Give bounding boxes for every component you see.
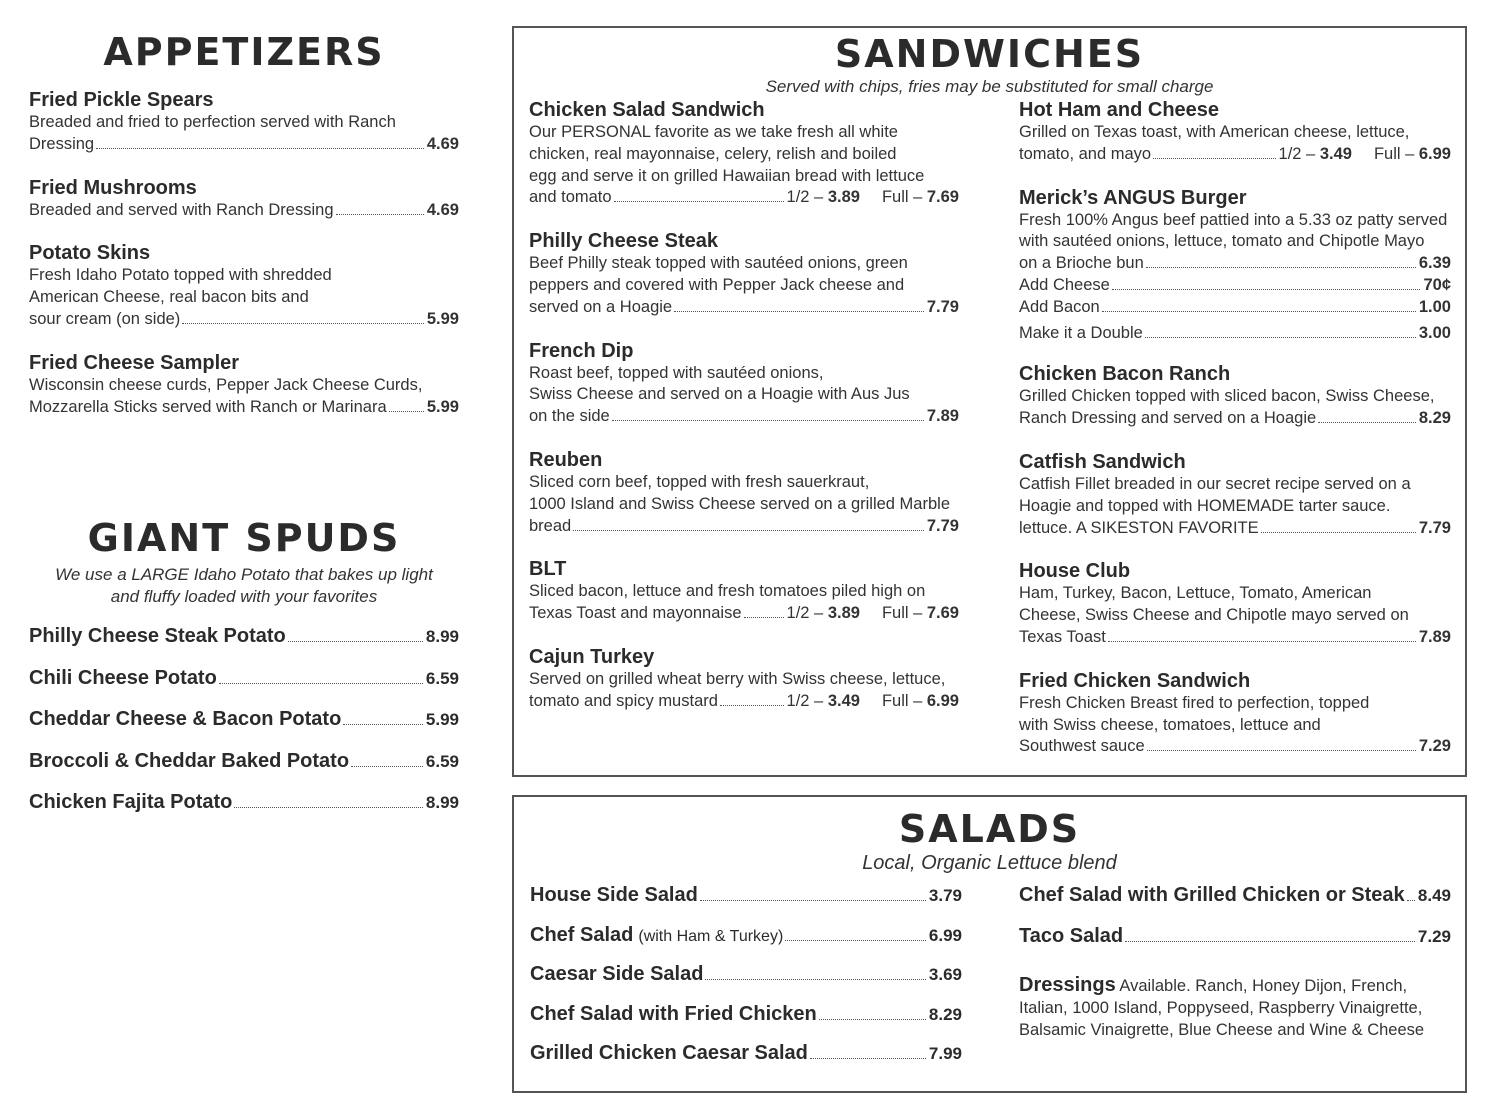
menu-item [29, 624, 459, 666]
menu-item [29, 790, 459, 832]
salads-right-column [1019, 883, 1451, 1041]
item-price: 7.79 [926, 516, 959, 535]
item-price: 6.59 [425, 751, 459, 771]
item-description: peppers and covered with Pepper Jack cheese and [529, 275, 905, 294]
item-description: egg and serve it on grilled Hawaiian bread with lettuce [529, 166, 925, 185]
menu-item [1019, 450, 1451, 539]
item-description: Mozzarella Sticks served with Ranch or Marinara [29, 397, 387, 416]
item-name: Catfish Sandwich [1019, 450, 1186, 473]
item-price: 5.99 [426, 397, 459, 416]
half-price: 1/2 – 3.49 [786, 691, 860, 710]
item-description: Breaded and served with Ranch Dressing [29, 200, 334, 219]
item-price: 6.39 [1418, 254, 1451, 273]
item-note: (with Ham & Turkey) [638, 927, 784, 945]
menu-item [529, 339, 959, 428]
item-price: 8.49 [1417, 886, 1451, 905]
item-name: Chili Cheese Potato [29, 666, 217, 689]
item-name: Chef Salad with Fried Chicken [530, 1002, 817, 1025]
menu-item [1019, 362, 1451, 430]
menu-item [530, 1041, 962, 1081]
item-name: Reuben [529, 448, 603, 471]
addon-line [1019, 323, 1451, 345]
item-description: tomato and spicy mustard [529, 691, 718, 710]
item-description: lettuce. A SIKESTON FAVORITE [1019, 518, 1259, 537]
item-name: Potato Skins [29, 242, 151, 265]
item-description: Sliced corn beef, topped with fresh sauerkraut, [529, 472, 870, 491]
item-price: 4.69 [426, 134, 459, 153]
item-price: 7.29 [1417, 927, 1451, 946]
item-description: Ham, Turkey, Bacon, Lettuce, Tomato, American [1019, 584, 1372, 603]
item-description: 1000 Island and Swiss Cheese served on a grilled Marble [529, 494, 950, 513]
item-price: 7.79 [926, 297, 959, 316]
item-price: 8.29 [928, 1004, 962, 1024]
item-name: Hot Ham and Cheese [1019, 99, 1220, 121]
menu-item [529, 557, 959, 625]
item-description: sour cream (on side) [29, 309, 181, 328]
item-price-line [1019, 518, 1451, 540]
salads-title: SALADS [898, 807, 1081, 851]
item-description: American Cheese, real bacon bits and [29, 288, 309, 307]
addon-label: Make it a Double [1019, 323, 1143, 342]
item-price-line [529, 691, 959, 713]
menu-item [1019, 559, 1451, 648]
full-price: Full – 7.69 [881, 604, 959, 623]
item-price: 7.89 [1418, 627, 1451, 646]
item-name: Merick’s ANGUS Burger [1019, 186, 1247, 209]
menu-item [529, 229, 959, 318]
item-price: 7.99 [928, 1044, 962, 1063]
menu-item [29, 707, 459, 749]
item-name: Chicken Salad Sandwich [529, 99, 765, 121]
menu-item [529, 98, 959, 209]
item-description: Cheese, Swiss Cheese and Chipotle mayo served on [1019, 606, 1409, 625]
menu-item [29, 88, 459, 156]
item-description: with sautéed onions, lettuce, tomato and Chipotle Mayo [1019, 232, 1425, 251]
salads-box [512, 795, 1467, 1093]
menu-item [1019, 98, 1451, 166]
item-price-line [29, 397, 459, 419]
menu-item [530, 1002, 962, 1042]
item-price-line [1019, 736, 1451, 758]
menu-item [1019, 669, 1451, 758]
item-name: Fried Pickle Spears [29, 89, 214, 111]
item-name: Chef Salad [530, 923, 634, 946]
addon-price: 70¢ [1423, 275, 1451, 294]
item-price-line [529, 297, 959, 319]
menu-item [530, 923, 962, 963]
item-description: Texas Toast [1019, 627, 1106, 646]
item-description: bread [529, 516, 572, 535]
item-name: House Side Salad [530, 884, 698, 906]
item-price: 8.99 [425, 627, 459, 646]
item-price-line [1019, 253, 1451, 275]
item-price-line [29, 309, 459, 331]
salads-subtitle: Local, Organic Lettuce blend [862, 852, 1117, 874]
sandwiches-left-column [529, 98, 959, 713]
item-description: Fresh Idaho Potato topped with shredded [29, 266, 332, 285]
addon-label: Add Bacon [1019, 297, 1100, 316]
item-name: Philly Cheese Steak Potato [29, 625, 286, 647]
addon-line [1019, 297, 1451, 319]
item-price: 8.99 [425, 793, 459, 812]
item-description: Grilled Chicken topped with sliced bacon, Swiss Cheese, [1019, 387, 1435, 406]
item-name: Chef Salad with Grilled Chicken or Steak [1019, 884, 1405, 906]
menu-item [29, 176, 459, 222]
item-description: served on a Hoagie [529, 297, 673, 316]
menu-item [29, 749, 459, 791]
item-price: 5.99 [426, 309, 459, 328]
item-price: 6.59 [425, 668, 459, 688]
item-price: 3.69 [928, 965, 962, 984]
item-name: Cheddar Cheese & Bacon Potato [29, 708, 342, 730]
item-price-line [529, 516, 959, 538]
giant-spuds-subtitle: We use a LARGE Idaho Potato that bakes up light and fluffy loaded with your favorites [55, 565, 433, 606]
dressings-info [1019, 973, 1451, 1041]
item-name: Chicken Fajita Potato [29, 791, 233, 813]
item-description: on a Brioche bun [1019, 254, 1144, 273]
item-description: on the side [529, 407, 610, 426]
item-description: tomato, and mayo [1019, 144, 1152, 163]
item-name: Taco Salad [1019, 925, 1124, 947]
menu-item [1019, 924, 1451, 965]
item-price-line [29, 200, 459, 222]
item-price-line [529, 406, 959, 428]
item-price-line [529, 187, 959, 209]
item-name: French Dip [529, 339, 634, 362]
item-description: Grilled on Texas toast, with American cheese, lettuce, [1019, 123, 1410, 141]
item-description: Texas Toast and mayonnaise [529, 604, 742, 623]
salads-left-column [530, 883, 962, 1081]
appetizers-title: APPETIZERS [103, 30, 385, 74]
menu-item [529, 645, 959, 713]
item-description: Our PERSONAL favorite as we take fresh all white [529, 123, 898, 141]
item-description: Sliced bacon, lettuce and fresh tomatoes piled high on [529, 582, 926, 601]
item-name: Caesar Side Salad [530, 963, 704, 985]
addon-price: 1.00 [1418, 297, 1451, 316]
half-price: 1/2 – 3.89 [786, 188, 860, 207]
item-price: 5.99 [425, 710, 459, 729]
full-price: Full – 6.99 [881, 691, 959, 710]
item-name: Chicken Bacon Ranch [1019, 363, 1231, 386]
addon-line [1019, 275, 1451, 297]
item-name: Fried Mushrooms [29, 176, 197, 199]
item-name: BLT [529, 558, 567, 581]
item-name: Broccoli & Cheddar Baked Potato [29, 749, 350, 772]
sandwiches-title: SANDWICHES [834, 32, 1145, 76]
item-name: Fried Cheese Sampler [29, 351, 240, 374]
half-price: 1/2 – 3.89 [786, 604, 860, 623]
item-price-line [1019, 144, 1451, 166]
giant-spuds-section [29, 516, 459, 832]
item-description: Southwest sauce [1019, 737, 1145, 756]
item-price: 7.29 [1418, 737, 1451, 756]
menu-item [29, 241, 459, 330]
menu-item [1019, 186, 1451, 345]
item-description: Dressing [29, 134, 95, 153]
item-price-line [1019, 627, 1451, 649]
item-description: Roast beef, topped with sautéed onions, [529, 363, 824, 382]
item-name: Grilled Chicken Caesar Salad [530, 1042, 808, 1064]
item-price-line [1019, 408, 1451, 430]
full-price: Full – 6.99 [1373, 144, 1451, 163]
menu-item [530, 962, 962, 1002]
menu-item [530, 883, 962, 923]
item-price: 8.29 [1418, 409, 1451, 428]
menu-item [29, 666, 459, 708]
menu-item [1019, 883, 1451, 924]
sandwiches-right-column [1019, 98, 1451, 758]
item-description: Hoagie and topped with HOMEMADE tarter sauce. [1019, 496, 1391, 515]
sandwiches-subtitle: Served with chips, fries may be substituted for small charge [765, 77, 1214, 96]
addon-label: Add Cheese [1019, 275, 1110, 294]
item-price-line [29, 134, 459, 156]
item-price: 3.79 [928, 886, 962, 905]
item-description: Served on grilled wheat berry with Swiss cheese, lettuce, [529, 669, 946, 688]
item-name: House Club [1019, 560, 1131, 583]
sandwiches-box [512, 26, 1467, 777]
item-description: Fresh 100% Angus beef pattied into a 5.33 oz patty served [1019, 210, 1448, 229]
addon-price: 3.00 [1418, 323, 1451, 342]
item-description: Swiss Cheese and served on a Hoagie with Aus Jus [529, 385, 910, 404]
item-description: Ranch Dressing and served on a Hoagie [1019, 409, 1317, 428]
item-description: and tomato [529, 188, 612, 207]
half-price: 1/2 – 3.49 [1278, 144, 1352, 163]
appetizers-section [29, 30, 459, 418]
item-price-line [529, 603, 959, 625]
giant-spuds-title: GIANT SPUDS [87, 516, 401, 560]
item-price: 6.99 [928, 925, 962, 945]
item-name: Philly Cheese Steak [529, 230, 718, 253]
item-price: 7.89 [926, 407, 959, 426]
item-price: 4.69 [426, 200, 459, 219]
item-name: Fried Chicken Sandwich [1019, 669, 1251, 692]
menu-item [29, 351, 459, 419]
item-description: Breaded and fried to perfection served with Ranch [29, 113, 396, 131]
menu-item [529, 448, 959, 537]
item-price: 7.79 [1418, 518, 1451, 537]
item-name: Cajun Turkey [529, 645, 655, 668]
item-description: chicken, real mayonnaise, celery, relish and boiled [529, 144, 897, 163]
dressings-text: Available. Ranch, Honey Dijon, French, Italian, 1000 Island, Poppyseed, Raspberry Vinaigrette, Balsamic Vinaigrette, Blue Cheese and Wine & Cheese [1019, 977, 1425, 1039]
item-description: Catfish Fillet breaded in our secret recipe served on a [1019, 474, 1411, 493]
item-description: Fresh Chicken Breast fired to perfection, topped [1019, 693, 1370, 712]
dressings-label: Dressings [1019, 974, 1116, 996]
item-description: Wisconsin cheese curds, Pepper Jack Cheese Curds, [29, 375, 423, 394]
item-description: with Swiss cheese, tomatoes, lettuce and [1019, 715, 1321, 734]
item-description: Beef Philly steak topped with sautéed onions, green [529, 254, 908, 273]
full-price: Full – 7.69 [881, 188, 959, 207]
